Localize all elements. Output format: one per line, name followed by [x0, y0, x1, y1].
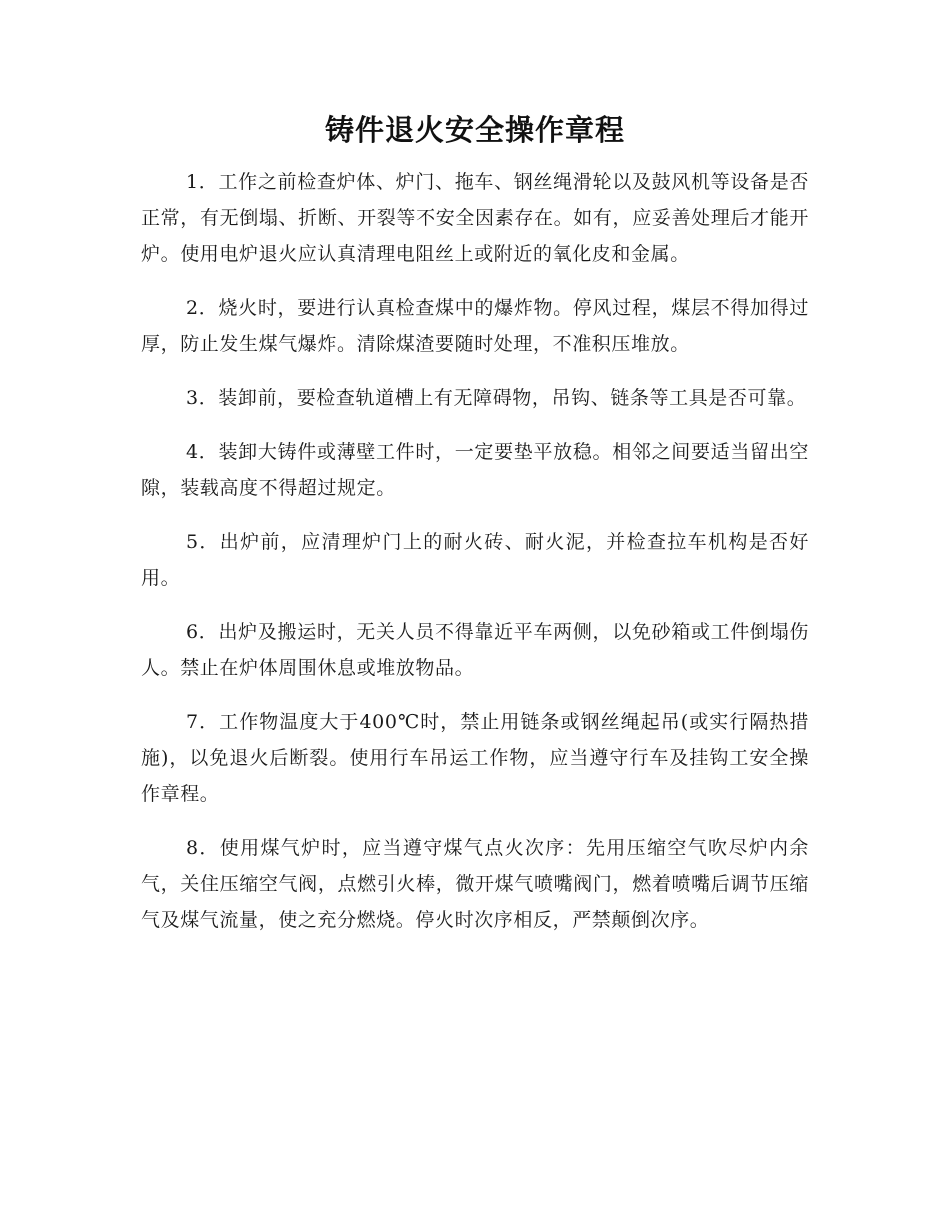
paragraph-5: 5．出炉前，应清理炉门上的耐火砖、耐火泥，并检查拉车机构是否好用。: [141, 531, 809, 589]
document-body: [141, 164, 809, 956]
paragraph-6: 6．出炉及搬运时，无关人员不得靠近平车两侧，以免砂箱或工件倒塌伤人。禁止在炉体周围休息或堆放物品。: [141, 621, 809, 679]
paragraph-3: 3．装卸前，要检查轨道槽上有无障碍物，吊钩、链条等工具是否可靠。: [186, 387, 807, 409]
paragraph-8: 8．使用煤气炉时，应当遵守煤气点火次序：先用压缩空气吹尽炉内余气，关住压缩空气阀，点燃引火棒，微开煤气喷嘴阀门，燃着喷嘴后调节压缩气及煤气流量，使之充分燃烧。停火时次序相反，严禁颠倒次序。: [141, 837, 809, 931]
paragraph-7: 7．工作物温度大于400℃时，禁止用链条或钢丝绳起吊(或实行隔热措施)，以免退火后断裂。使用行车吊运工作物，应当遵守行车及挂钩工安全操作章程。: [141, 711, 809, 805]
document-title: 铸件退火安全操作章程: [324, 113, 625, 147]
paragraph-2: 2．烧火时，要进行认真检查煤中的爆炸物。停风过程，煤层不得加得过厚，防止发生煤气爆炸。清除煤渣要随时处理，不准积压堆放。: [141, 297, 809, 355]
paragraph-1: 1．工作之前检查炉体、炉门、拖车、钢丝绳滑轮以及鼓风机等设备是否正常，有无倒塌、折断、开裂等不安全因素存在。如有，应妥善处理后才能开炉。使用电炉退火应认真清理电阻丝上或附近的氧化皮和金属。: [141, 171, 809, 265]
paragraph-4: 4．装卸大铸件或薄壁工件时，一定要垫平放稳。相邻之间要适当留出空隙，装载高度不得超过规定。: [141, 441, 809, 499]
